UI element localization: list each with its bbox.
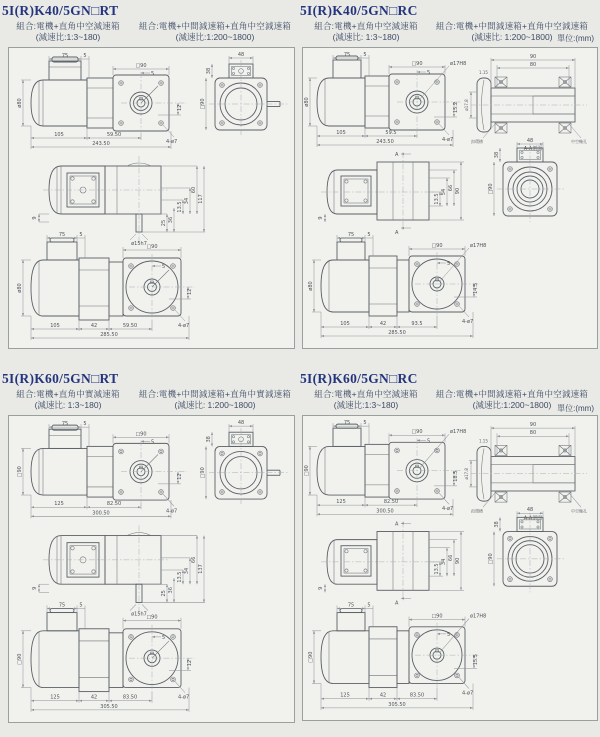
side-view-drawing: [31, 57, 187, 134]
dim-label: 42: [90, 323, 98, 330]
dim-label: 9: [318, 586, 324, 590]
dim-label: □90: [200, 467, 206, 479]
model-title: 5I(R)K40/5GN□RT: [2, 3, 119, 18]
dim-label: 300.50: [376, 508, 394, 515]
drawing-box: [302, 47, 598, 349]
bore-label: ø17H8: [470, 243, 487, 250]
dimensions: [17, 53, 183, 149]
ratio-text: (減速比:1:3~180): [333, 400, 399, 411]
combo-descriptions: [2, 21, 296, 43]
side-view-drawing: [31, 425, 187, 503]
dim-label: 38: [206, 436, 212, 443]
dim-label: 5: [367, 232, 371, 239]
flange-front-view: [488, 138, 565, 222]
dim-label: 9: [32, 216, 38, 220]
dim-label: 4-ø7: [462, 319, 474, 326]
dim-label: 5: [447, 631, 451, 639]
dim-label: 80: [529, 430, 537, 437]
flange-front-view-hollow: [488, 507, 565, 592]
dim-label: 105: [54, 132, 64, 139]
dim-label: 243.50: [92, 141, 110, 148]
dim-label: 5: [79, 602, 83, 609]
section-mark: A: [395, 521, 399, 528]
dim-label: 38: [494, 151, 500, 159]
dim-label: 60: [191, 186, 197, 194]
dim-label: 12: [177, 473, 183, 480]
dim-label: 117: [198, 194, 204, 204]
side-view-intermediate-drawing: [17, 603, 195, 712]
dim-label: □90: [304, 465, 310, 477]
dim-label: 42: [379, 321, 387, 328]
dim-label: 75: [347, 232, 355, 239]
dim-label: 25: [161, 219, 167, 227]
dim-label: 243.50: [376, 139, 394, 146]
dim-label: 83.50: [409, 692, 425, 699]
dim-label: 1.15: [479, 438, 488, 444]
ratio-text: (減速比: 1:3~180): [332, 32, 400, 43]
dim-label: 80: [529, 62, 537, 69]
dimensions: [17, 421, 183, 518]
section-label: A-A剖面: [523, 146, 543, 153]
dim-label: 5: [363, 420, 367, 427]
bore-label: ø17H8: [450, 429, 467, 436]
ratio-text: (減速比: 1:200~1800): [174, 400, 256, 411]
dim-label: 34: [184, 197, 190, 205]
drawing-box: [8, 47, 295, 349]
dim-label: 90: [529, 422, 537, 429]
dim-label: 36: [168, 216, 174, 224]
model-title: 5I(R)K60/5GN□RC: [300, 371, 418, 386]
dim-label: 90: [455, 187, 461, 195]
dim-label: 125: [50, 694, 60, 701]
section-view-a-a: [464, 422, 587, 521]
dim-label: 5: [427, 438, 431, 445]
dim-label: 90: [529, 54, 537, 61]
dim-label: 15.2: [453, 101, 459, 114]
dim-label: 285.50: [388, 330, 406, 337]
dim-label: 5: [151, 71, 155, 78]
dim-label: □90: [17, 466, 23, 478]
ratio-text: (減速比:1:200~1800): [472, 400, 552, 411]
dim-label: 105: [336, 130, 346, 137]
dim-label: □90: [411, 61, 423, 68]
dim-label: 5: [151, 439, 155, 446]
dim-label: ø80: [17, 283, 23, 293]
panel-k40-rc: [300, 3, 598, 349]
bore-label: ø17H8: [450, 61, 467, 68]
combo-text: 組合:電機+直角中實減速箱: [16, 389, 120, 399]
dim-label: 9: [32, 586, 38, 590]
dim-label: 1.15: [479, 70, 488, 76]
dim-label: 125: [54, 501, 64, 508]
dim-label: 125: [336, 499, 346, 506]
dim-label: 66: [448, 554, 454, 562]
dim-label: 4-ø7: [442, 137, 454, 144]
dim-label: ø17.8: [464, 468, 469, 480]
annotation-label: 扣環槽: [471, 139, 483, 145]
dim-label: 12: [177, 104, 183, 112]
dim-label: 305.50: [100, 703, 118, 710]
section-label: A-A剖面: [523, 515, 543, 522]
dim-label: 5: [363, 52, 367, 59]
dim-label: 5: [447, 261, 451, 268]
dim-label: 42: [379, 692, 387, 699]
dim-label: 38: [494, 521, 500, 528]
dim-label: ø15h7: [131, 611, 147, 618]
dim-label: 5: [162, 634, 166, 642]
combo-text: 組合:電機+中間減速箱+直角中空減速箱: [435, 21, 589, 31]
dim-label: ø17.8: [464, 99, 469, 111]
dim-label: 38: [206, 67, 212, 75]
dim-label: 5: [162, 264, 166, 271]
top-view-drawing: [318, 521, 464, 606]
dim-label: ø80: [308, 281, 314, 291]
dim-label: 48: [237, 420, 245, 427]
dim-label: 34: [441, 558, 447, 566]
dim-label: 75: [347, 602, 355, 609]
dim-label: 125: [340, 692, 350, 699]
dim-label: 15.5: [473, 654, 479, 666]
dim-label: □90: [135, 63, 147, 70]
panel-k40-rt: [2, 3, 296, 349]
dim-label: 305.50: [388, 701, 406, 708]
dim-label: ø80: [304, 97, 310, 107]
dim-label: □90: [308, 651, 314, 663]
dim-label: 66: [448, 184, 454, 192]
dim-label: 59.50: [122, 323, 138, 330]
model-title: 5I(R)K60/5GN□RT: [2, 371, 119, 386]
dim-label: 4-ø7: [166, 508, 178, 515]
section-view-a-a: [464, 54, 587, 152]
dim-label: 48: [526, 138, 534, 145]
flange-front-view: [200, 420, 289, 505]
dim-label: 12: [187, 659, 193, 667]
dim-label: 75: [343, 52, 351, 59]
dim-label: 12: [187, 288, 193, 296]
dimensions: [304, 420, 466, 516]
dim-label: 83.50: [122, 694, 138, 701]
dim-label: 18.5: [453, 470, 459, 482]
drawing-box: [302, 415, 598, 721]
dim-label: 13.5: [434, 193, 440, 205]
dim-label: 48: [526, 507, 534, 514]
ratio-text: (減速比:1:200~1800): [175, 32, 255, 43]
dim-label: 5: [83, 53, 87, 60]
dim-label: ø15h7: [131, 241, 147, 248]
dim-label: □90: [135, 431, 147, 438]
ratio-text: (減速比: 1:200~1800): [471, 32, 553, 43]
dim-label: □90: [146, 244, 158, 251]
section-mark: A: [395, 152, 399, 159]
dim-label: 137: [198, 564, 204, 574]
dim-label: 54: [441, 188, 447, 196]
ratio-text: (減速比: 1:3~180): [34, 400, 102, 411]
panel-k60-rc: [300, 371, 598, 721]
dim-label: □90: [200, 98, 206, 110]
dim-label: 75: [343, 420, 351, 427]
side-view-intermediate-drawing: [308, 600, 487, 710]
dim-label: 4-ø7: [462, 690, 474, 697]
unit-label: 單位:(mm): [557, 404, 594, 413]
combo-descriptions: [2, 389, 296, 411]
dim-label: 82.50: [106, 501, 122, 508]
combo-text: 組合:電機+中間減速箱+直角中空減速箱: [435, 389, 589, 399]
dim-label: 34: [184, 567, 190, 575]
top-view-drawing: [318, 152, 464, 239]
dim-label: 5: [79, 232, 83, 239]
dim-label: 300.50: [92, 510, 110, 517]
dim-label: 4-ø7: [166, 139, 178, 146]
dim-label: 5: [367, 602, 371, 609]
drawing-box: [8, 415, 295, 723]
combo-text: 組合:電機+中間減速箱+直角中實減速箱: [138, 389, 292, 399]
dimensions: [304, 52, 466, 147]
panel-k60-rt: [2, 371, 296, 723]
dim-label: 4-ø7: [178, 323, 190, 330]
dim-label: 93.5: [411, 321, 423, 328]
combo-descriptions: [300, 21, 598, 43]
dim-label: 285.50: [100, 332, 118, 339]
unit-label: 單位:(mm): [557, 34, 594, 43]
dim-label: 13.5: [177, 571, 183, 583]
dim-label: □90: [146, 614, 158, 621]
section-mark: A: [395, 230, 399, 237]
dim-label: □90: [17, 653, 23, 665]
dim-label: 14.5: [473, 282, 479, 295]
dim-label: 36: [168, 587, 174, 594]
dim-label: □90: [488, 553, 494, 565]
combo-text: 組合:電機+直角中空減速箱: [16, 21, 120, 31]
annotation-label: 扣環槽: [471, 508, 483, 514]
combo-text: 組合:電機+直角中空減速箱: [314, 389, 418, 399]
dim-label: 48: [237, 52, 245, 59]
dim-label: ø80: [17, 98, 23, 108]
annotation-label: 中空軸孔: [571, 139, 587, 145]
dim-label: 105: [50, 323, 60, 330]
dim-label: 4-ø7: [442, 506, 454, 513]
dim-label: 90: [455, 557, 461, 565]
side-view-intermediate-drawing: [308, 232, 486, 338]
section-mark: A: [395, 600, 399, 607]
dim-label: 66: [191, 556, 197, 564]
model-title: 5I(R)K40/5GN□RC: [300, 3, 418, 18]
dim-label: 59.50: [106, 132, 122, 139]
dim-label: 13.5: [177, 201, 183, 213]
dim-label: 75: [58, 602, 66, 609]
dim-label: 59.5: [385, 130, 397, 137]
dim-label: 25: [161, 590, 167, 597]
ratio-text: (減速比:1:3~180): [35, 32, 101, 43]
dim-label: □90: [488, 183, 494, 195]
dim-label: 5: [83, 421, 87, 428]
dim-label: 75: [61, 53, 69, 60]
dim-label: 9: [318, 216, 324, 220]
side-view-intermediate-drawing: [17, 232, 195, 340]
dim-label: 4-ø7: [178, 694, 190, 701]
flange-front-view: [200, 52, 289, 136]
bore-label: ø17H8: [470, 613, 487, 620]
combo-text: 組合:電機+直角中空減速箱: [314, 21, 418, 31]
dim-label: □90: [431, 243, 443, 250]
dim-label: 105: [340, 321, 350, 328]
dim-label: 5: [427, 70, 431, 77]
dim-label: 75: [61, 421, 69, 428]
dim-label: 82.50: [383, 499, 399, 506]
dim-label: 13.5: [434, 563, 440, 575]
dim-label: □90: [431, 613, 443, 620]
combo-text: 組合:電機+中間減速箱+直角中空減速箱: [138, 21, 292, 31]
dim-label: 42: [90, 694, 98, 701]
combo-descriptions: [300, 389, 598, 411]
annotation-label: 中空軸孔: [571, 508, 587, 514]
dim-label: 75: [58, 232, 66, 239]
dim-label: □90: [411, 429, 423, 436]
